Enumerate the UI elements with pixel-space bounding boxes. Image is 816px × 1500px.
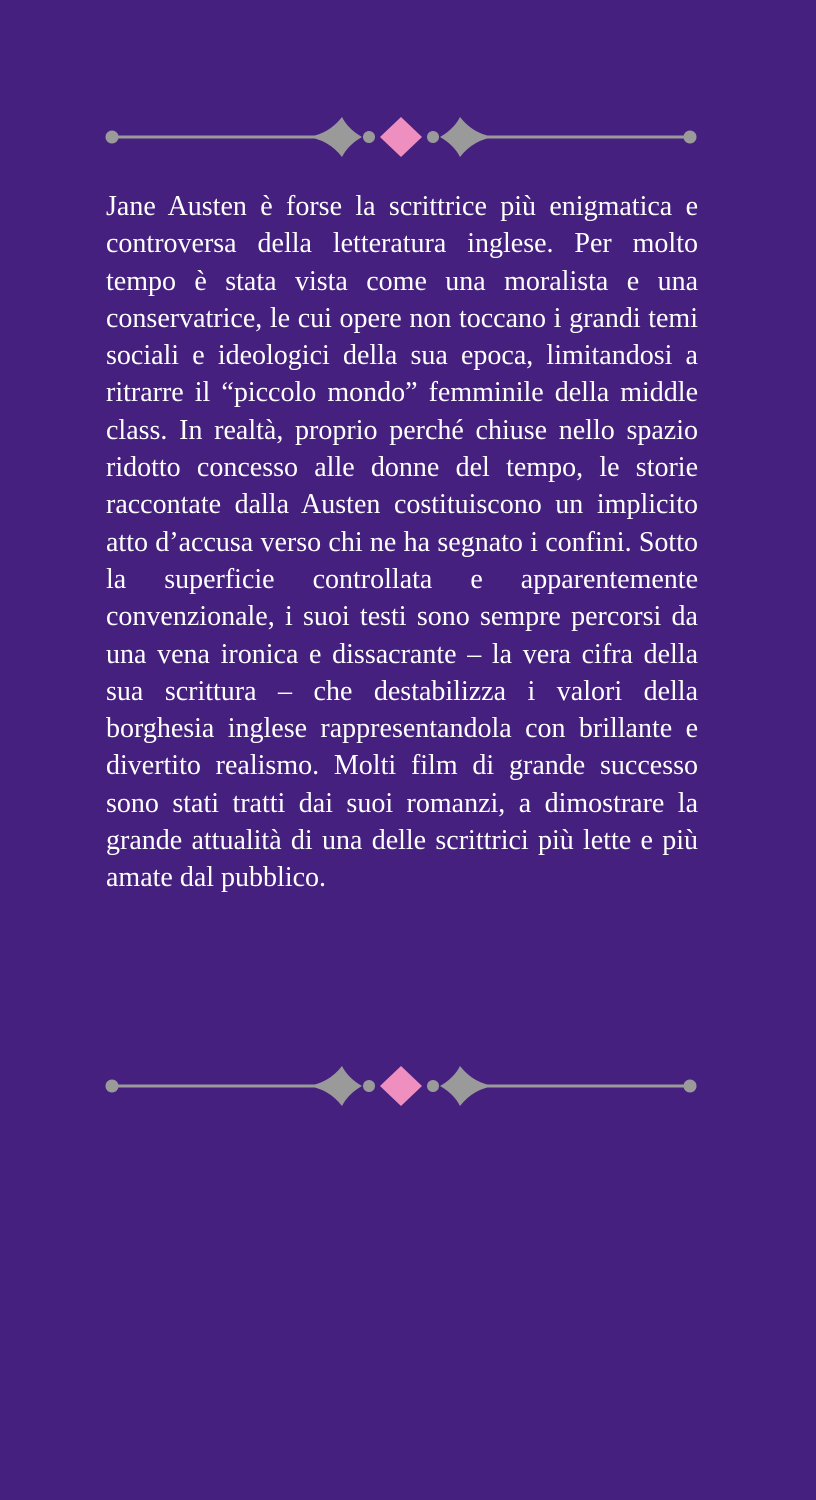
book-blurb-text: Jane Austen è forse la scrittrice più enigmatica e controversa della letteratura inglese. Per molto tempo è stata vista come una moralista e una conservatrice, le cui opere non toccano i grandi temi sociali e ideologici della sua epoca, limitandosi a ritrarre il “piccolo mondo” femminile della middle class. In realtà, proprio perché chiuse nello spazio ridotto concesso alle donne del tempo, le storie raccontate dalla Austen costituiscono un implicito atto d’accusa verso chi ne ha segnato i confini. Sotto la superficie controllata e apparentemente convenzionale, i suoi testi sono sempre percorsi da una vena ironica e dissacrante – la vera cifra della sua scrittura – che destabilizza i valori della borghesia inglese rappresentandola con brillante e divertito realismo. Molti film di grande successo sono stati tratti dai suoi romanzi, a dimostrare la grande attualità di una delle scrittrici più lette e più amate dal pubblico. (106, 191, 698, 894)
ornament-right-end-dot (684, 131, 697, 144)
ornament-right-flourish (440, 1066, 496, 1106)
bottom-ornament-divider (0, 1066, 816, 1106)
ornament-left-flourish (306, 117, 362, 157)
ornament-left-flourish (306, 1066, 362, 1106)
ornament-left-end-dot (106, 1080, 119, 1093)
ornament-right-end-dot (684, 1080, 697, 1093)
ornament-center-pink-diamond (380, 117, 422, 157)
ornament-right-inner-dot (427, 1080, 439, 1092)
ornament-left-inner-dot (363, 131, 375, 143)
ornament-right-inner-dot (427, 131, 439, 143)
ornament-center-pink-diamond (380, 1066, 422, 1106)
ornament-right-flourish (440, 117, 496, 157)
ornament-left-inner-dot (363, 1080, 375, 1092)
ornament-left-end-dot (106, 131, 119, 144)
top-ornament-divider (0, 117, 816, 157)
